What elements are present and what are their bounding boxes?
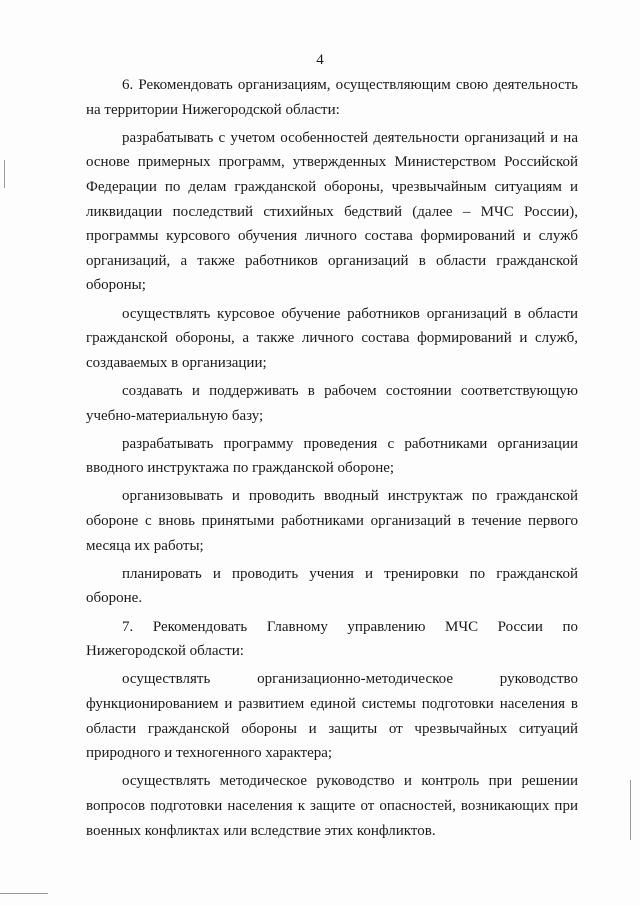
paragraph-methodical-guidance: осуществлять организационно-методическое руководство функционированием и развитием единой системы подготовки населения в области гражданской обороны и защиты от чрезвычайных ситуаций природного и техногенного характера; (86, 671, 578, 762)
paragraph-exercises: планировать и проводить учения и тренировки по гражданской обороне. (86, 565, 578, 607)
paragraph-induction-briefing: организовывать и проводить вводный инструктаж по гражданской обороне с вновь принятыми работниками организаций в течение первого месяца их работы; (86, 488, 578, 554)
scan-mark (630, 780, 631, 840)
paragraph-course-training: осуществлять курсовое обучение работников организаций в области гражданской обороны, а также личного состава формирований и служб, создаваемых в организации; (86, 305, 578, 371)
paragraph-item-6: 6. Рекомендовать организациям, осуществляющим свою деятельность на территории Нижегородской области: (86, 77, 578, 118)
scan-mark (4, 160, 5, 188)
page-number: 4 (316, 52, 324, 68)
paragraph-item-7: 7. Рекомендовать Главному управлению МЧС России по Нижегородской области: (86, 618, 578, 660)
scan-mark (0, 893, 48, 894)
paragraph-develop-programs: разрабатывать с учетом особенностей деятельности организаций и на основе примерных программ, утвержденных Министерством Российской Федерации по делам гражданской обороны, чрезвычайным ситуациям и ликвидации последствий стихийных бедствий (далее – МЧС России), программы курсового обучения личного состава формирований и служб организаций, а также работников организаций в области гражданской обороны; (86, 129, 578, 294)
paragraph-material-base: создавать и поддерживать в рабочем состоянии соответствующую учебно-материальную базу; (86, 382, 578, 424)
paragraph-control: осуществлять методическое руководство и контроль при решении вопросов подготовки населения к защите от опасностей, возникающих при военных конфликтах или вследствие этих конфликтов. (86, 773, 578, 839)
document-body (86, 73, 578, 843)
paragraph-induction-program: разрабатывать программу проведения с работниками организации вводного инструктажа по гражданской обороне; (86, 435, 578, 477)
